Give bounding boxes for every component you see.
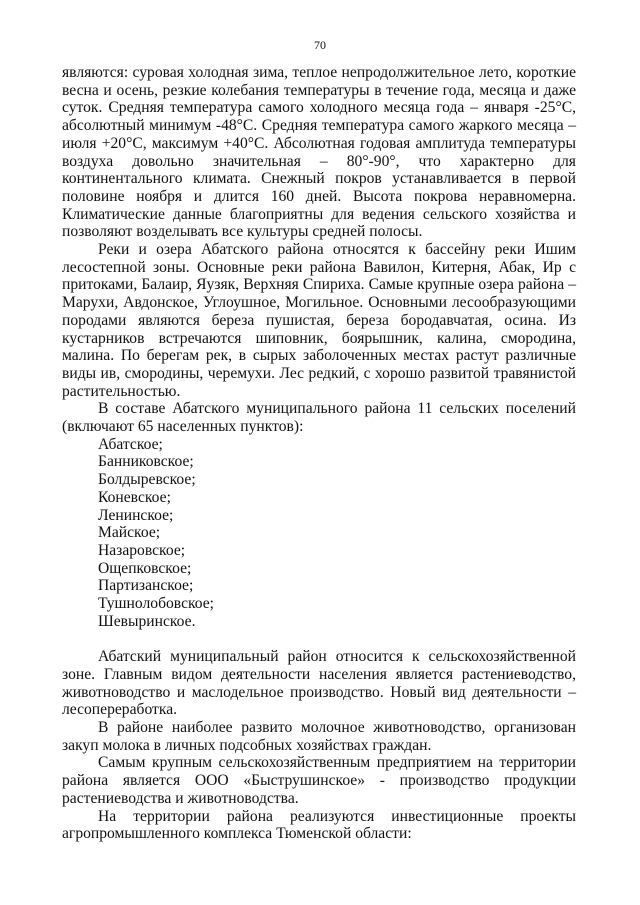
page-number: 70 <box>314 38 326 52</box>
paragraph-largest-enterprise: Самым крупным сельскохозяйственным предприятием на территории района является ООО «Быструшинское» - производство продукции растениеводства и животноводства. <box>62 754 576 807</box>
list-item: Тушнолобовское; <box>98 595 215 613</box>
settlements-list <box>62 436 576 631</box>
paragraph-climate: являются: суровая холодная зима, теплое непродолжительное лето, короткие весна и осень, резкие колебания температуры в течение года, месяца и даже суток. Средняя температура самого холодного месяца года – января -25°С, абсолютный минимум -48°С. Средняя температура самого жаркого месяца – июля +20°С, максимум +40°С. Абсолютная годовая амплитуда температуры воздуха довольно значительная – 80°-90°, что характерно для континентального климата. Снежный покров устанавливается в первой половине ноября и длится 160 дней. Высота покрова неравномерна. Климатические данные благоприятны для ведения сельского хозяйства и позволяют возделывать все культуры средней полосы. <box>62 64 576 241</box>
paragraph-gap <box>62 631 576 649</box>
list-item: Партизанское; <box>98 577 194 595</box>
list-item: Майское; <box>98 524 161 542</box>
paragraph-agriculture-zone: Абатский муниципальный район относится к сельскохозяйственной зоне. Главным видом деятельности населения является растениеводство, животноводство и маслодельное производство. Новый вид деятельности – лесопереработка. <box>62 648 576 719</box>
list-item: Ленинское; <box>98 506 174 524</box>
paragraph-settlements-intro: В составе Абатского муниципального района 11 сельских поселений (включают 65 населенных пунктов): <box>62 400 576 436</box>
list-item: Абатское; <box>98 435 163 453</box>
list-item: Шевыринское. <box>98 612 196 630</box>
body-text <box>62 64 576 843</box>
list-item: Коневское; <box>98 488 171 506</box>
list-item: Ощепковское; <box>98 559 192 577</box>
list-item: Банниковское; <box>98 453 194 471</box>
paragraph-investment-projects: На территории района реализуются инвестиционные проекты агропромышленного комплекса Тюменской области: <box>62 807 576 843</box>
paragraph-dairy: В районе наиболее развито молочное животноводство, организован закуп молока в личных подсобных хозяйствах граждан. <box>62 719 576 754</box>
paragraph-rivers-lakes: Реки и озера Абатского района относятся к бассейну реки Ишим лесостепной зоны. Основные реки района Вавилон, Китерня, Абак, Ир с притоками, Балаир, Яузяк, Верхняя Спириха. Самые крупные озера района – Марухи, Авдонское, Углоушное, Могильное. Основными лесообразующими породами являются береза пушистая, береза бородавчатая, осина. Из кустарников встречаются шиповник, боярышник, калина, смородина, малина. По берегам рек, в сырых заболоченных местах растут различные виды ив, смородины, черемухи. Лес редкий, с хорошо развитой травянистой растительностью. <box>62 241 576 400</box>
list-item: Болдыревское; <box>98 471 196 489</box>
list-item: Назаровское; <box>98 541 186 559</box>
